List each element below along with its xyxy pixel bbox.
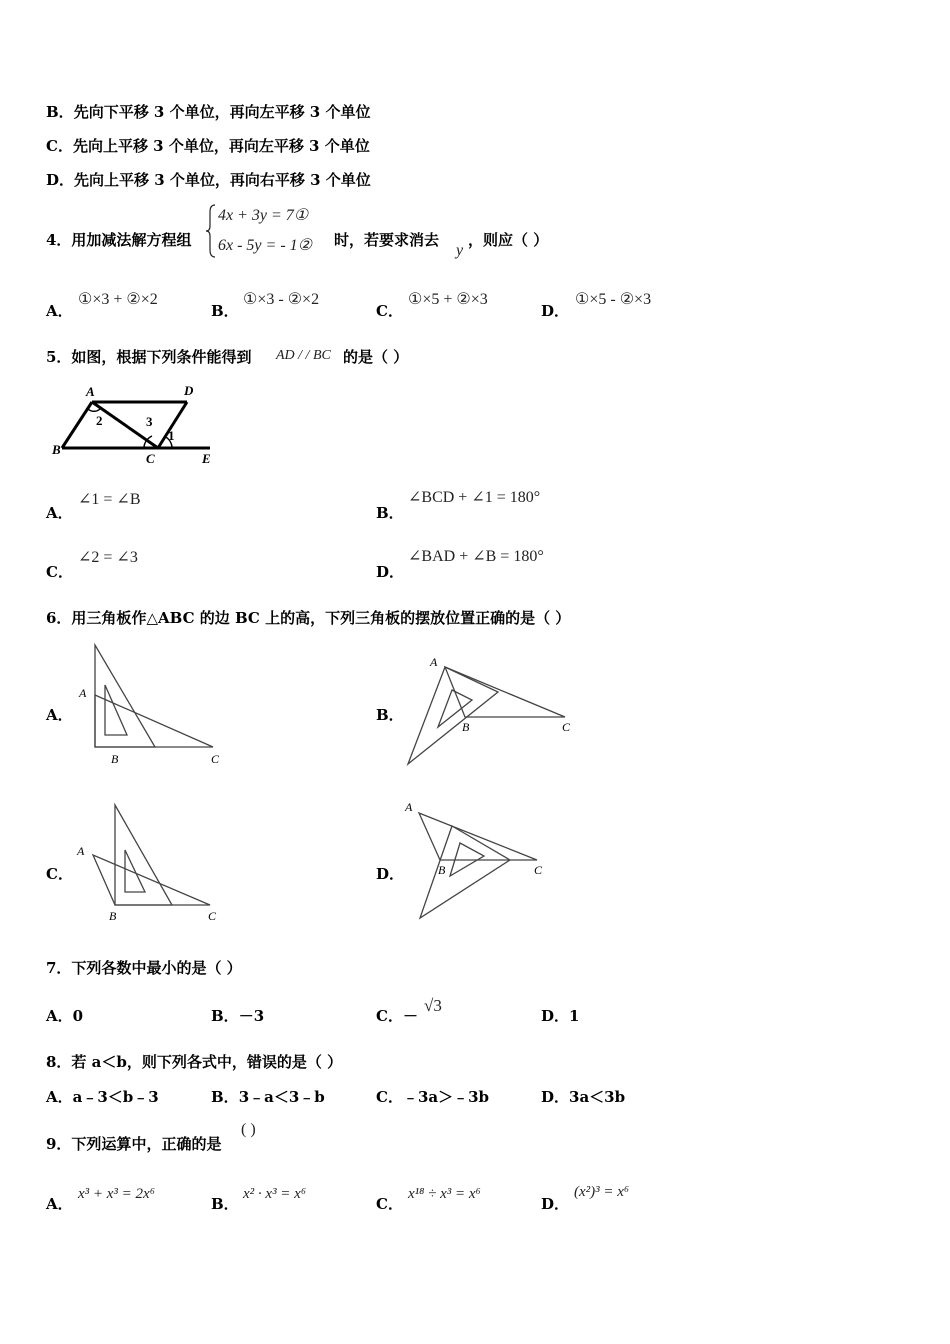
q6-figure-a: [75, 640, 235, 770]
q4-equation-1: 4x + 3y = 7①: [218, 207, 309, 224]
q6d-label-a: A: [405, 800, 413, 814]
q6c-label-a: A: [77, 844, 85, 858]
q5-label-b: B: [52, 442, 61, 457]
q5-option-d-expr: ∠BAD + ∠B = 180°: [408, 548, 544, 565]
q6b-triangle-abc: [445, 667, 565, 717]
q5-label-c: C: [146, 451, 155, 466]
q8-option-b: B．3﹣a＜3﹣b: [211, 1088, 325, 1106]
q9-option-b-expr: x² · x³ = x⁶: [243, 1186, 307, 1202]
q7-option-d: D．1: [541, 1007, 580, 1025]
q6a-triangle-abc: [95, 695, 213, 747]
q6a-label-b: B: [111, 752, 119, 766]
q7-option-b: B．－3: [211, 1007, 265, 1025]
q5-line-ab: [62, 402, 92, 448]
q9-option-d-expr: (x²)³ = x⁶: [574, 1184, 630, 1200]
q6-option-d-label: D．: [376, 865, 405, 883]
q9-option-d-label: D．: [541, 1195, 570, 1213]
q6c-label-b: B: [109, 909, 117, 923]
q5-label-angle-3: 3: [146, 414, 153, 429]
q4-variable: y: [456, 242, 464, 259]
q6b-label-c: C: [562, 720, 571, 734]
q5-stem-prefix: 5．如图，根据下列条件能得到: [46, 348, 252, 366]
q9-option-a-label: A．: [46, 1195, 73, 1213]
q5-option-b-expr: ∠BCD + ∠1 = 180°: [408, 489, 541, 506]
q4-option-b-label: B．: [211, 302, 239, 320]
q5-option-c-expr: ∠2 = ∠3: [78, 549, 138, 566]
q6a-label-c: C: [211, 752, 220, 766]
q5-option-c-label: C．: [46, 563, 73, 581]
q4-stem-suffix: 时，若要求消去: [334, 231, 440, 249]
q6d-label-b: B: [438, 863, 446, 877]
q4-option-c-label: C．: [376, 302, 403, 320]
q6c-triangle-abc: [93, 855, 210, 905]
q6-option-b-label: B．: [376, 706, 404, 724]
q9-stem: 9．下列运算中，正确的是: [46, 1135, 222, 1153]
q7-option-c: C．－: [376, 1007, 418, 1025]
q6-figure-d: [402, 798, 562, 923]
q5-label-d: D: [184, 383, 194, 398]
q4-option-d-expr: ①×5 - ②×3: [575, 291, 652, 308]
q4-option-a-label: A．: [46, 302, 73, 320]
q4-option-d-label: D．: [541, 302, 570, 320]
q5-option-a-label: A．: [46, 504, 73, 522]
q6-figure-c: [75, 800, 235, 928]
q5-stem-suffix: 的是（ ）: [343, 348, 409, 366]
q5-option-d-label: D．: [376, 563, 405, 581]
q4-stem-end: ，则应（ ）: [468, 231, 549, 249]
q4-stem-prefix: 4．用加减法解方程组: [46, 231, 192, 249]
q6-option-c-label: C．: [46, 865, 73, 883]
q4-equation-2: 6x - 5y = - 1②: [218, 237, 312, 254]
q9-option-c-expr: x¹⁸ ÷ x³ = x⁶: [408, 1186, 481, 1202]
q4-system-brace: [206, 204, 216, 258]
q7-stem: 7．下列各数中最小的是（ ）: [46, 959, 242, 977]
q5-label-angle-1: 1: [168, 428, 175, 443]
q8-option-c: C．﹣3a＞﹣3b: [376, 1088, 490, 1106]
q6-option-a-label: A．: [46, 706, 73, 724]
q4-option-a-expr: ①×3 + ②×2: [78, 291, 158, 308]
q4-option-c-expr: ①×5 + ②×3: [408, 291, 488, 308]
q6b-label-b: B: [462, 720, 470, 734]
q7-option-c-radical: √3: [424, 996, 442, 1015]
q7-option-a: A．0: [46, 1007, 84, 1025]
q8-stem: 8．若 a＜b，则下列各式中，错误的是（ ）: [46, 1053, 343, 1071]
q4-option-b-expr: ①×3 - ②×2: [243, 291, 320, 308]
q5-stem-expr: AD / / BC: [276, 348, 331, 363]
q6b-label-a: A: [430, 655, 438, 669]
q8-option-d: D．3a＜3b: [541, 1088, 626, 1106]
q6c-label-c: C: [208, 909, 217, 923]
q5-option-a-expr: ∠1 = ∠B: [78, 491, 141, 508]
q8-option-a: A．a﹣3＜b﹣3: [46, 1088, 159, 1106]
q3-option-d: D．先向上平移 3 个单位，再向右平移 3 个单位: [46, 171, 371, 189]
q3-option-b: B．先向下平移 3 个单位，再向左平移 3 个单位: [46, 103, 371, 121]
q5-label-angle-2: 2: [96, 413, 103, 428]
q9-option-c-label: C．: [376, 1195, 403, 1213]
q9-option-b-label: B．: [211, 1195, 239, 1213]
q5-angle-2-arc: [88, 409, 100, 411]
q9-option-a-expr: x³ + x³ = 2x⁶: [78, 1186, 155, 1202]
q6a-label-a: A: [79, 686, 87, 700]
q6-figure-b: [400, 652, 585, 770]
q5-label-e: E: [202, 451, 211, 466]
q5-label-a: A: [86, 384, 95, 399]
q6c-ruler-hole: [125, 850, 145, 892]
q9-paren: ( ): [241, 1121, 256, 1138]
q6d-triangle-ruler: [420, 826, 510, 918]
q6-stem: 6．用三角板作△ABC 的边 BC 上的高，下列三角板的摆放位置正确的是（ ）: [46, 609, 571, 627]
q5-option-b-label: B．: [376, 504, 404, 522]
q5-parallelogram-figure: [50, 380, 225, 468]
q3-option-c: C．先向上平移 3 个单位，再向左平移 3 个单位: [46, 137, 370, 155]
q6a-ruler-hole: [105, 685, 127, 735]
q6d-label-c: C: [534, 863, 543, 877]
